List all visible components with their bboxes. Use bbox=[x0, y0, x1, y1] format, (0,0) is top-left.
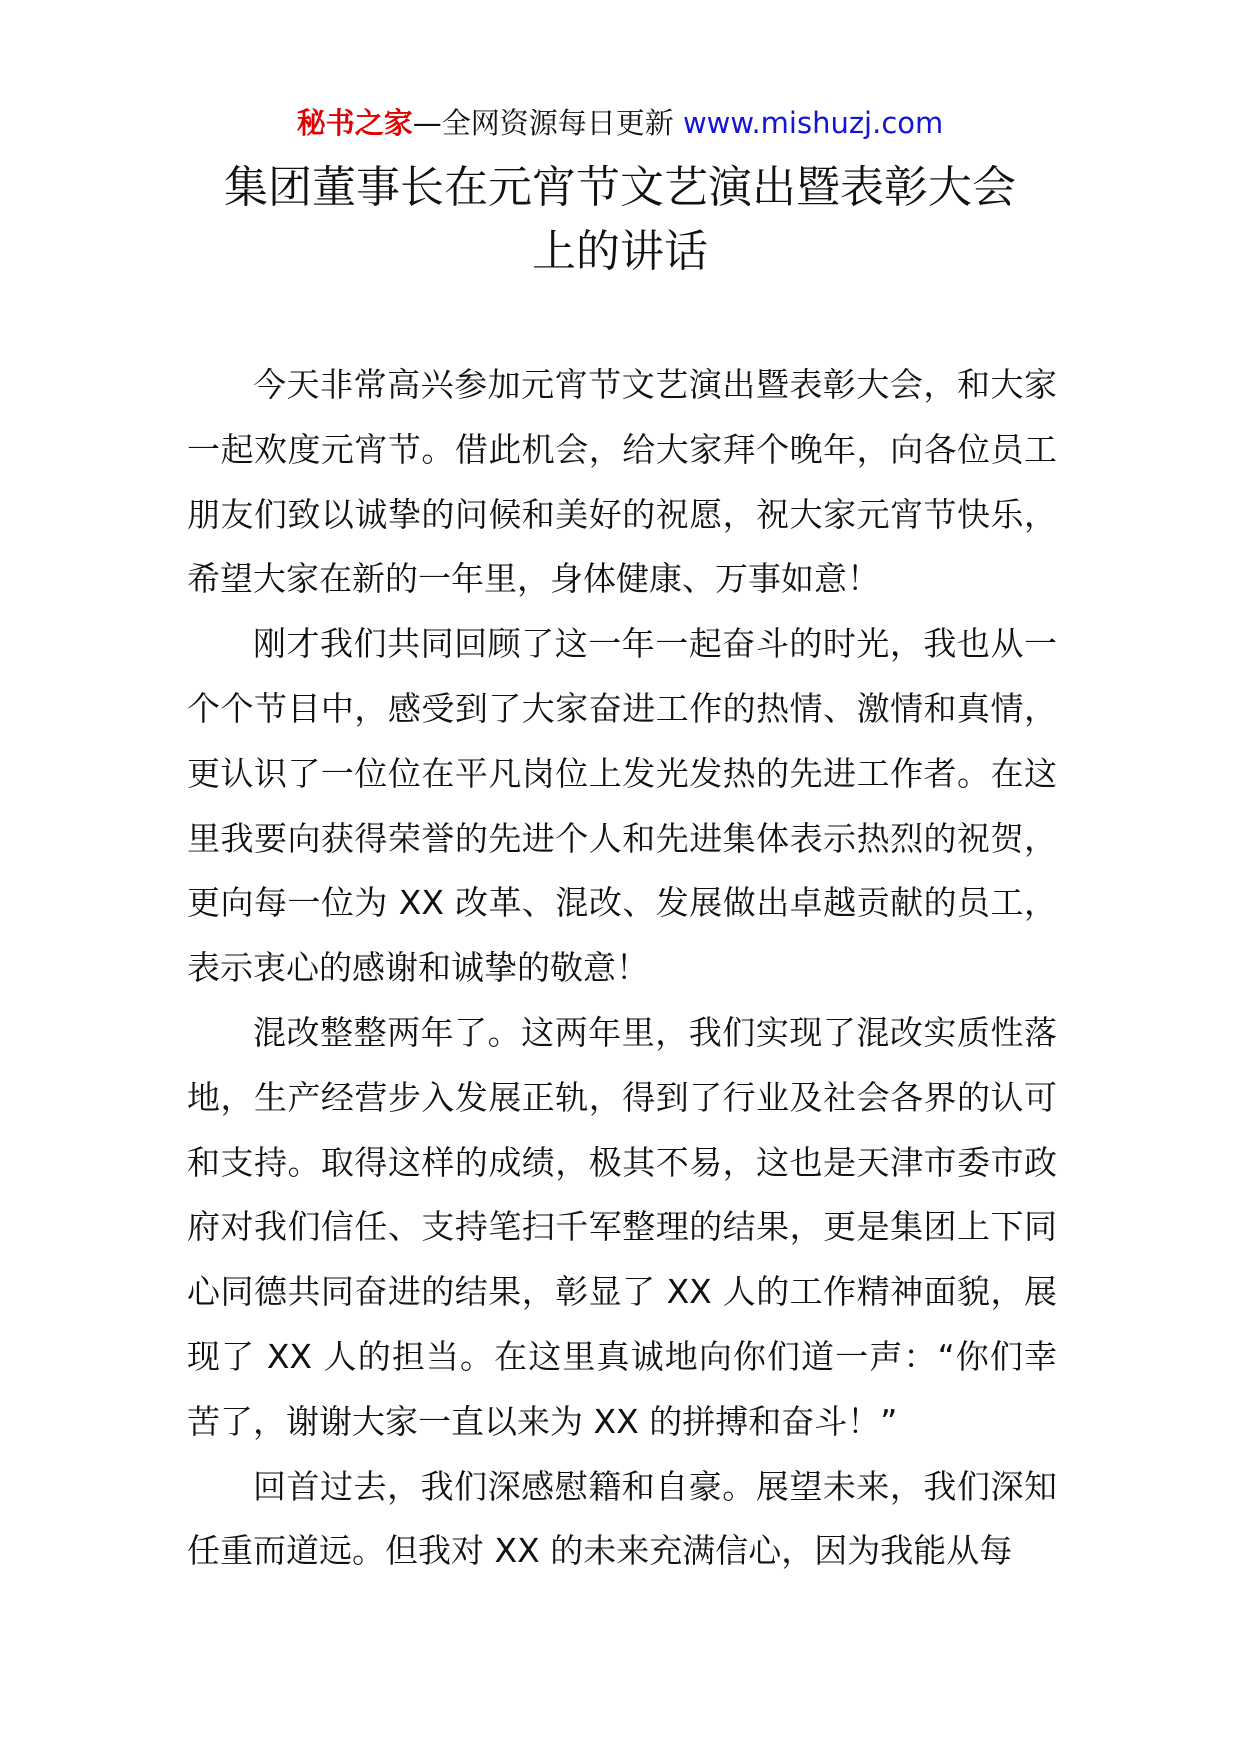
site-url-link[interactable]: www.mishuzj.com bbox=[682, 106, 944, 140]
title-line-1: 集团董事长在元宵节文艺演出暨表彰大会 bbox=[224, 162, 1016, 213]
paragraph: 今天非常高兴参加元宵节文艺演出暨表彰大会，和大家一起欢度元宵节。借此机会，给大家拜个晚年，向各位员工朋友们致以诚挚的问候和美好的祝愿，祝大家元宵节快乐，希望大家在新的一年里，身体健康、万事如意！ bbox=[187, 365, 1057, 599]
paragraph: 回首过去，我们深感慰籍和自豪。展望未来，我们深知任重而道远。但我对 XX 的未来充满信心，因为我能从每 bbox=[187, 1466, 1057, 1571]
paragraph: 刚才我们共同回顾了这一年一起奋斗的时光，我也从一个个节目中，感受到了大家奋进工作的热情、激情和真情，更认识了一位位在平凡岗位上发光发热的先进工作者。在这里我要向获得荣誉的先进个人和先进集体表示热烈的祝贺，更向每一位为 XX 改革、混改、发展做出卓越贡献的员工，表示衷心的感谢和诚挚的敬意！ bbox=[187, 624, 1057, 988]
document-title bbox=[150, 156, 1090, 284]
paragraph: 混改整整两年了。这两年里，我们实现了混改实质性落地，生产经营步入发展正轨，得到了行业及社会各界的认可和支持。取得这样的成绩，极其不易，这也是天津市委市政府对我们信任、支持笔扫千军整理的结果，更是集团上下同心同德共同奋进的结果，彰显了 XX 人的工作精神面貌，展现了 XX 人的担当。在这里真诚地向你们道一声：“你们幸苦了，谢谢大家一直以来为 XX 的拼搏和奋斗！” bbox=[187, 1012, 1057, 1441]
brand-name: 秘书之家 bbox=[296, 106, 413, 140]
header-tagline: —全网资源每日更新 bbox=[412, 106, 683, 140]
site-header bbox=[0, 98, 1240, 148]
title-line-2: 上的讲话 bbox=[532, 226, 708, 277]
document-body bbox=[187, 353, 1057, 1584]
